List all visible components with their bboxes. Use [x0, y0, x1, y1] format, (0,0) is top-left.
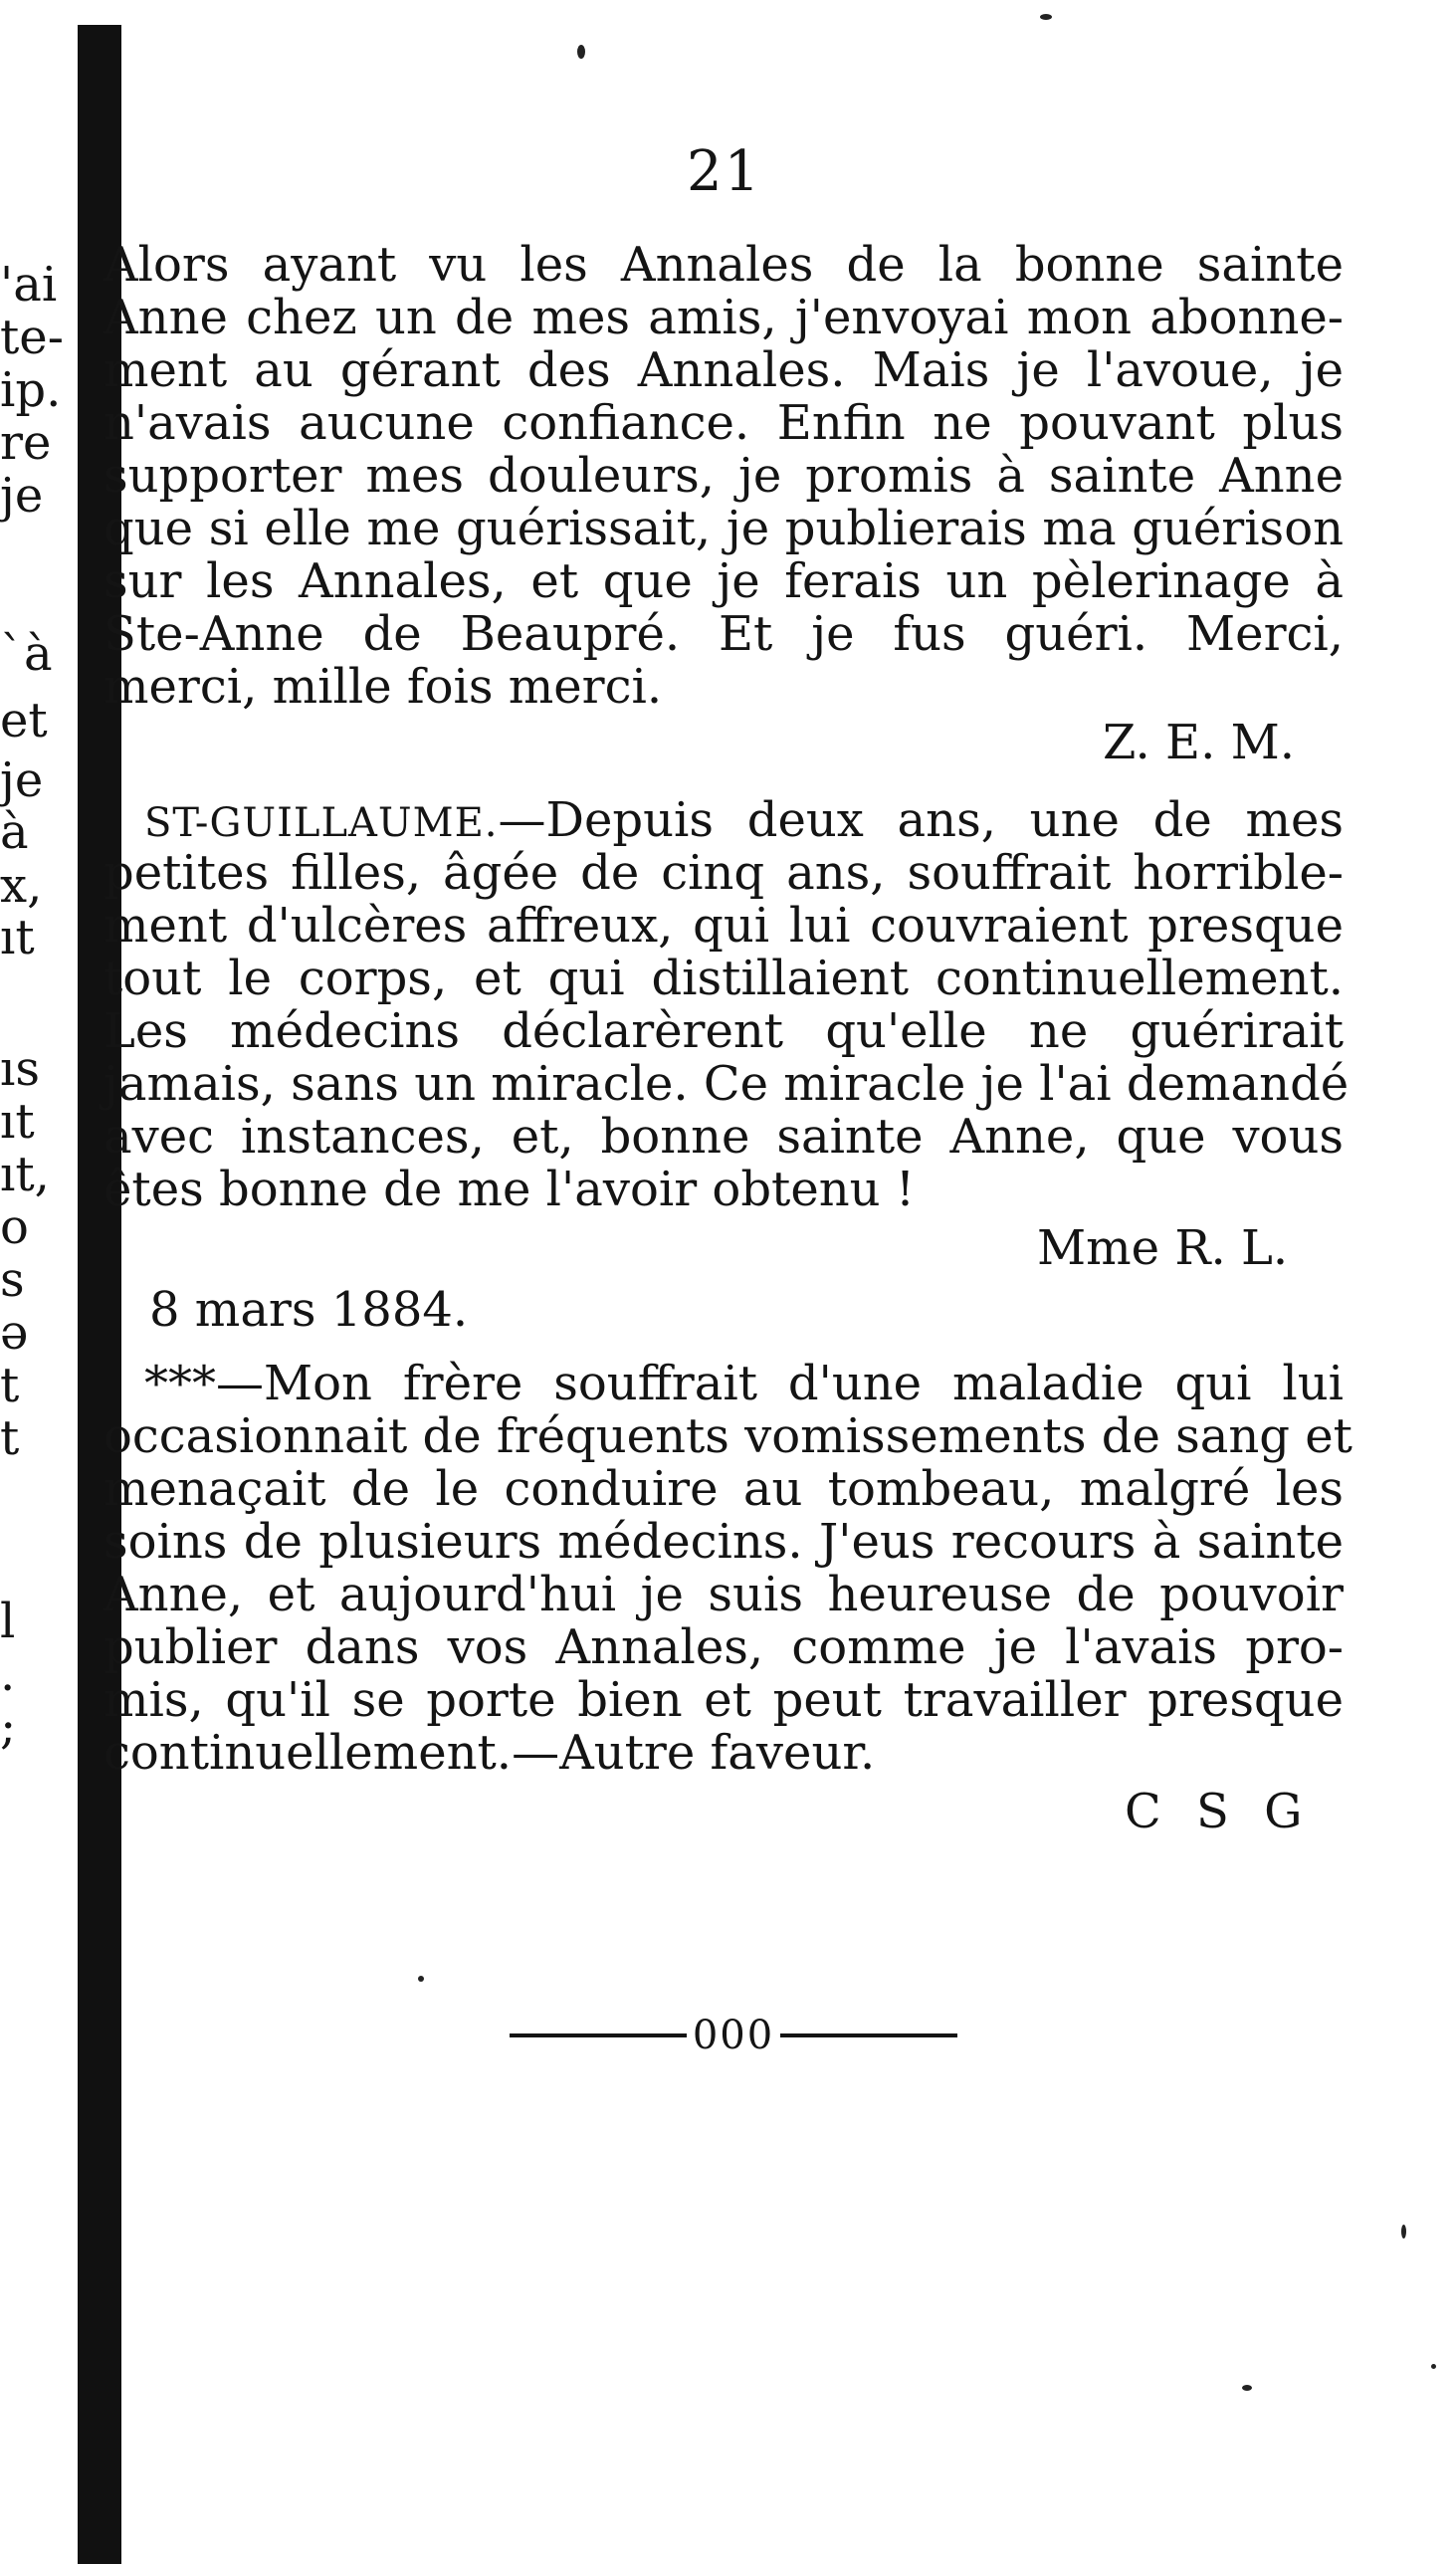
margin-fragment: ; [0, 1699, 17, 1755]
text-line: Les médecins déclarèrent qu'elle ne guérirait [104, 1003, 1344, 1059]
margin-fragment: te- [0, 310, 64, 365]
text-line: Alors ayant vu les Annales de la bonne sainte [104, 237, 1344, 293]
text-line [144, 792, 1344, 848]
margin-fragment: o [0, 1199, 29, 1255]
text-line: ment au gérant des Annales. Mais je l'avoue, je [104, 342, 1344, 398]
margin-fragment: . [0, 1646, 16, 1702]
margin-fragment: je [0, 468, 44, 524]
place-name: ST-GUILLAUME. [144, 800, 499, 846]
page-number: 21 [687, 139, 762, 204]
separator-rule [510, 2033, 687, 2037]
text-line: continuellement.—Autre faveur. [104, 1725, 876, 1781]
text-line: ment d'ulcères affreux, qui lui couvraient presque [104, 898, 1344, 954]
margin-fragment: ıt, [0, 1147, 50, 1202]
text-line: petites filles, âgée de cinq ans, souffrait horrible- [104, 845, 1344, 901]
text-line: tout le corps, et qui distillaient continuellement. [104, 951, 1344, 1006]
text-line: soins de plusieurs médecins. J'eus recours à sainte [104, 1514, 1344, 1570]
scan-speck [1040, 14, 1052, 20]
margin-fragment: `à [0, 626, 53, 682]
margin-fragment: ip. [0, 362, 62, 418]
text-line: supporter mes douleurs, je promis à sainte Anne [104, 448, 1344, 504]
signature: Z. E. M. [1103, 715, 1295, 770]
margin-fragment: ıt [0, 1094, 35, 1150]
text-line: avec instances, et, bonne sainte Anne, que vous [104, 1109, 1344, 1165]
margin-fragment: re [0, 415, 52, 471]
section-separator [510, 2013, 957, 2058]
text-line: Anne, et aujourd'hui je suis heureuse de pouvoir [104, 1567, 1344, 1622]
margin-fragment: ə [0, 1305, 29, 1361]
adjacent-page-fragments [0, 0, 75, 1991]
text-line: jamais, sans un miracle. Ce miracle je l'ai demandé [104, 1056, 1350, 1112]
date: 8 mars 1884. [149, 1282, 469, 1338]
margin-fragment: à [0, 804, 29, 860]
text-line: que si elle me guérissait, je publierais ma guérison [104, 501, 1344, 556]
text-line: Ste-Anne de Beaupré. Et je fus guéri. Merci, [104, 606, 1344, 662]
scan-speck [1431, 2364, 1436, 2369]
signature: Mme R. L. [1037, 1220, 1289, 1276]
text-line: publier dans vos Annales, comme je l'avais pro- [104, 1619, 1344, 1675]
margin-fragment: 'ai [0, 257, 58, 313]
text-line: êtes bonne de me l'avoir obtenu ! [104, 1162, 916, 1217]
text-line: ***—Mon frère souffrait d'une maladie qui lui [144, 1356, 1344, 1411]
margin-fragment: et [0, 693, 48, 748]
margin-fragment: s [0, 1252, 25, 1308]
signature: C S G [1125, 1784, 1313, 1839]
margin-fragment: ıt [0, 910, 35, 965]
margin-fragment: t [0, 1358, 20, 1413]
scan-speck [1401, 2225, 1406, 2239]
margin-fragment: je [0, 752, 44, 808]
separator-mark: 000 [692, 2013, 775, 2058]
margin-fragment: t [0, 1410, 20, 1466]
scan-speck [577, 45, 585, 59]
text-line: mis, qu'il se porte bien et peut travailler presque [104, 1672, 1344, 1728]
text-line: sur les Annales, et que je ferais un pèlerinage à [104, 553, 1344, 609]
separator-rule [780, 2033, 957, 2037]
text-line: n'avais aucune confiance. Enfin ne pouvant plus [104, 395, 1344, 451]
text-line: occasionnait de fréquents vomissements de sang et [104, 1408, 1352, 1464]
text-line: menaçait de le conduire au tombeau, malgré les [104, 1461, 1344, 1517]
margin-fragment: x, [0, 858, 43, 914]
text-run: —Depuis deux ans, une de mes [498, 792, 1344, 848]
scan-speck [1242, 2385, 1252, 2391]
text-line: Anne chez un de mes amis, j'envoyai mon abonne- [104, 290, 1344, 345]
margin-fragment: l [0, 1594, 16, 1649]
margin-fragment: ıs [0, 1041, 40, 1097]
text-line: merci, mille fois merci. [104, 659, 663, 715]
scan-speck [418, 1976, 424, 1982]
